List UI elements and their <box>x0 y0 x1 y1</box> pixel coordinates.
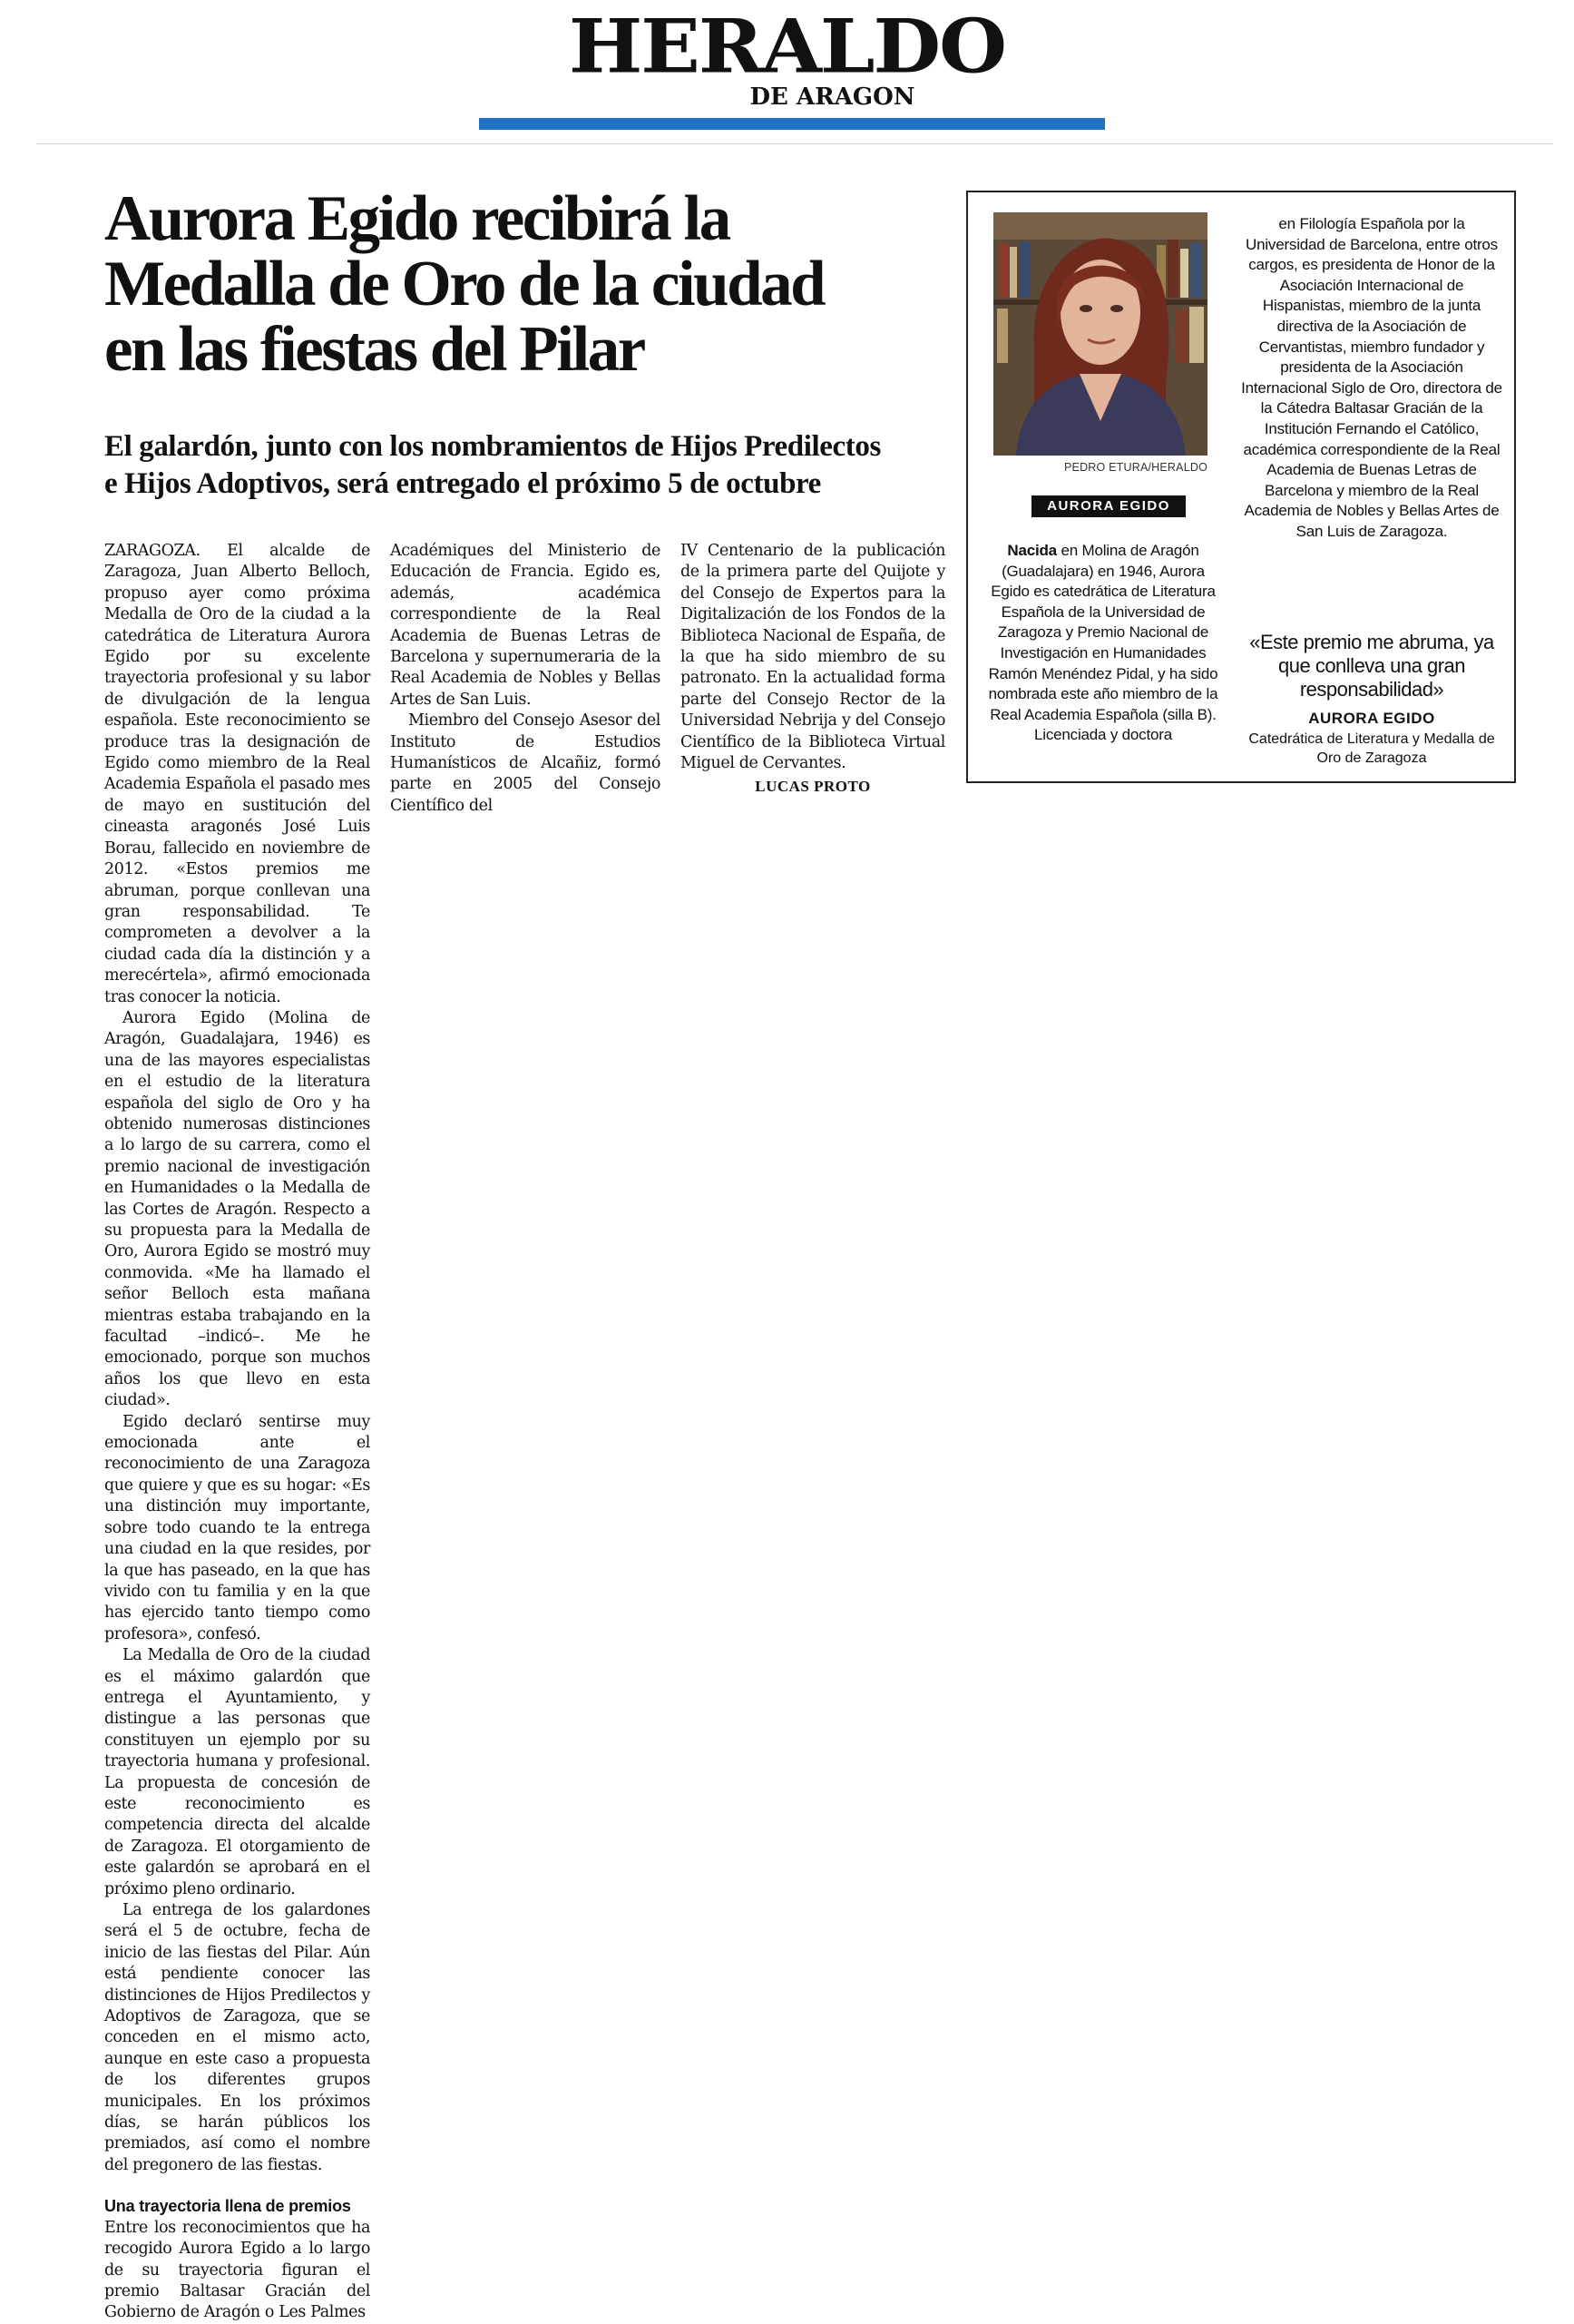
article-paragraph: Académiques del Ministerio de Educación de Francia. Egido es, además, académica correspondiente de la Real Academia de Buenas Letras de Barcelona y supernumeraria de la Real Academia de Nobles y Bellas Artes de San Luis. <box>390 542 660 709</box>
article-headline <box>104 183 939 385</box>
article-column-2 <box>390 541 660 817</box>
article-paragraph: La entrega de los galardones será el 5 de octubre, fecha de inicio de las fiestas del Pilar. Aún está pendiente conocer las distinciones de Hijos Predilectos y Adoptivos de Zaragoza, que se conceden en el mismo acto, aunque en este caso a propuesta de los diferentes grupos municipales. En los próximos días, se harán públicos los premiados, así como el nombre del pregonero de las fiestas. <box>104 1901 370 2174</box>
article-paragraph: Aurora Egido (Molina de Aragón, Guadalajara, 1946) es una de las mayores especialistas en el estudio de la literatura española del siglo de Oro y ha obtenido numerosas distinciones a lo largo de su carrera, como el premio nacional de investigación en Humanidades o la Medalla de las Cortes de Aragón. Respecto a su propuesta para la Medalla de Oro, Aurora Egido se mostró muy conmovida. «Me ha llamado el señor Belloch esta mañana mientras estaba trabajando en la facultad –indicó–. Me he emocionado, porque son muchos años los que llevo en esta ciudad». <box>104 1008 370 1410</box>
masthead-accent-bar <box>479 118 1105 130</box>
article-paragraph: Entre los reconocimientos que ha recogido Aurora Egido a lo largo de su trayectoria figuran el premio Baltasar Gracián del Gobierno de Aragón o Les Palmes <box>104 2218 370 2322</box>
article-paragraph: La Medalla de Oro de la ciudad es el máximo galardón que entrega el Ayuntamiento, y distingue a las personas que constituyen un ejemplo por su trayectoria humana y profesional. La propuesta de concesión de este reconocimiento es competencia directa del alcalde de Zaragoza. El otorgamiento de este galardón se aprobará en el próximo pleno ordinario. <box>104 1646 370 1898</box>
newspaper-logo-subtitle: DE ARAGON <box>749 83 915 111</box>
pull-quote-attribution: AURORA EGIDO <box>1308 710 1435 727</box>
article-paragraph: IV Centenario de la publicación de la primera parte del Quijote y del Consejo de Expertos para la Digitalización de los Fondos de la Biblioteca Nacional de España, de la que ha sido miembro de su patronato. En la actualidad forma parte del Consejo Rector de la Universidad Nebrija y del Consejo Científico de la Biblioteca Virtual Miguel de Cervantes. <box>680 542 945 773</box>
profile-bio-part-1 <box>984 541 1222 746</box>
newspaper-logo: HERALDO <box>569 3 1005 91</box>
masthead-divider <box>36 143 1553 144</box>
headline-line: Medalla de Oro de la ciudad <box>104 249 825 319</box>
article-paragraph: Egido declaró sentirse muy emocionada ante el reconocimiento de una Zaragoza que quiere y que es su hogar: «Es una distinción muy importante, sobre todo cuando te la entrega una ciudad en la que resides, por la que has paseado, en la que has vivido con tu familia y en la que has ejercido tanto tiempo como profesora», confesó. <box>104 1412 370 1643</box>
pull-quote-role: Catedrática de Literatura y Medalla de Oro de Zaragoza <box>1248 731 1495 766</box>
deck-line: El galardón, junto con los nombramientos de Hijos Predilectos <box>104 430 881 463</box>
headline-line: Aurora Egido recibirá la <box>104 183 729 254</box>
deck-line: e Hijos Adoptivos, será entregado el próximo 5 de octubre <box>104 467 821 500</box>
article-deck <box>104 428 975 503</box>
headline-line: en las fiestas del Pilar <box>104 314 644 385</box>
profile-name-tag: AURORA EGIDO <box>1031 495 1186 517</box>
bio-text: en Molina de Aragón (Guadalajara) en 1946, Aurora Egido es catedrática de Literatura Española de la Universidad de Zaragoza y Premio Nacional de Investigación en Humanidades Ramón Menéndez Pidal, y ha sido nombrada este año miembro de la Real Academia Española (silla B). Licenciada y doctora <box>988 542 1218 744</box>
photo-credit: PEDRO ETURA/HERALDO <box>1064 461 1207 474</box>
pull-quote: «Este premio me abruma, ya que conlleva una gran responsabilidad» <box>1249 631 1494 701</box>
profile-sidebar <box>966 191 1516 783</box>
article-paragraph: Miembro del Consejo Asesor del Instituto de Estudios Humanísticos de Alcañiz, formó parte en 2005 del Consejo Científico del <box>390 711 660 815</box>
bio-lead-word: Nacida <box>1007 542 1057 559</box>
profile-bio-part-2: en Filología Española por la Universidad de Barcelona, entre otros cargos, es presidenta de Honor de la Asociación Internacional de Hispanistas, miembro de la junta directiva de la Asociación de Cervantistas, miembro fundador y presidenta de la Asociación Internacional Siglo de Oro, directora de la Cátedra Baltasar Gracián de la Institución Fernando el Católico, académica correspondiente de la Real Academia de Buenas Letras de Barcelona y miembro de la Real Academia de Nobles y Bellas Artes de San Luis de Zaragoza. <box>1241 215 1502 540</box>
article-column-1 <box>104 541 370 2324</box>
article-paragraph: ZARAGOZA. El alcalde de Zaragoza, Juan Alberto Belloch, propuso ayer como próxima Medalla de Oro de la ciudad a la catedrática de Literatura Aurora Egido por su excelente trayectoria profesional y su labor de divulgación de la lengua española. Este reconocimiento se produce tras la designación de Egido como miembro de la Real Academia Española el pasado mes de mayo en sustitución del cineasta aragonés José Luis Borau, fallecido en noviembre de 2012. «Estos premios me abruman, porque conllevan una gran responsabilidad. Te comprometen a devolver a la ciudad cada día la distinción y a merecértela», afirmó emocionada tras conocer la noticia. <box>104 542 370 1006</box>
article-subhead: Una trayectoria llena de premios <box>104 2197 351 2216</box>
article-byline: LUCAS PROTO <box>755 778 871 796</box>
portrait-photo <box>993 212 1207 456</box>
article-column-3 <box>680 541 945 798</box>
masthead <box>0 0 1574 145</box>
